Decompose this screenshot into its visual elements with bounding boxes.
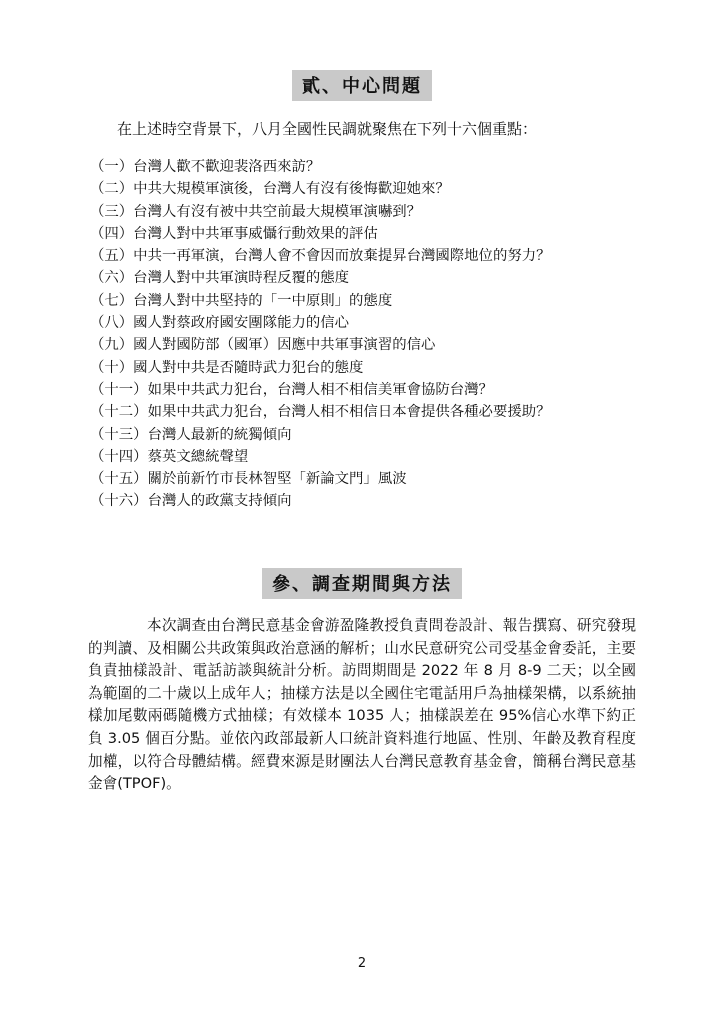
list-item: （八）國人對蔡政府國安團隊能力的信心 <box>90 315 350 332</box>
list-item: （五）中共一再軍演，台灣人會不會因而放棄提昇台灣國際地位的努力？ <box>90 248 551 265</box>
list-item: （六）台灣人對中共軍演時程反覆的態度 <box>90 270 350 287</box>
list-item: （一）台灣人歡不歡迎裴洛西來訪？ <box>90 159 321 175</box>
list-item: （九）國人對國防部（國軍）因應中共軍事演習的信心 <box>90 337 436 354</box>
list-item: （十四）蔡英文總統聲望 <box>90 448 249 465</box>
list-item: （十六）台灣人的政黨支持傾向 <box>90 493 292 510</box>
list-item: （十五）關於前新竹市長林智堅「新論文門」風波 <box>90 471 407 488</box>
list-item: （三）台灣人有沒有被中共空前最大規模軍演嚇到？ <box>90 203 421 220</box>
page-number: 2 <box>357 956 367 971</box>
section-heading-survey-method <box>0 568 724 599</box>
section-heading-central-issues-text: 貳、中心問題 <box>292 70 432 101</box>
section-intro: 在上述時空背景下，八月全國性民調就聚焦在下列十六個重點： <box>117 120 538 138</box>
list-item: （七）台灣人對中共堅持的「一中原則」的態度 <box>90 292 393 309</box>
list-item: （十）國人對中共是否隨時武力犯台的態度 <box>90 359 364 376</box>
method-paragraph: 本次調查由台灣民意基金會游盈隆教授負責問卷設計、報告撰寫、研究發現的判讀、及相關公共政策與政治意涵的解析；山水民意研究公司受基金會委託，主要負責抽樣設計、電話訪談與統計分析。訪問期間是 2022 年 8 月 8-9 二天；以全國為範圍的二十歲以上成年人；抽樣方法是以全國住宅電話用戶為抽樣架構，以系統抽樣加尾數兩碼隨機方式抽樣；有效樣本 1035 人；抽樣誤差在 95%信心水準下約正負 3.05 個百分點。並依內政部最新人口統計資料進行地區、性別、年齡及教育程度加權，以符合母體結構。經費來源是財團法人台灣民意教育基金會，簡稱台灣民意基金會(TPOF)。 <box>88 617 636 793</box>
list-item: （十一）如果中共武力犯台，台灣人相不相信美軍會協防台灣？ <box>90 381 493 398</box>
list-item: （十二）如果中共武力犯台，台灣人相不相信日本會提供各種必要援助？ <box>90 404 551 421</box>
list-item: （十三）台灣人最新的統獨傾向 <box>90 426 292 443</box>
section-heading-central-issues <box>0 70 724 101</box>
section-heading-survey-method-text: 參、調查期間與方法 <box>262 568 462 599</box>
list-item: （二）中共大規模軍演後，台灣人有沒有後悔歡迎她來？ <box>90 181 450 198</box>
topic-list <box>90 156 551 513</box>
list-item: （四）台灣人對中共軍事威懾行動效果的評估 <box>90 225 378 242</box>
